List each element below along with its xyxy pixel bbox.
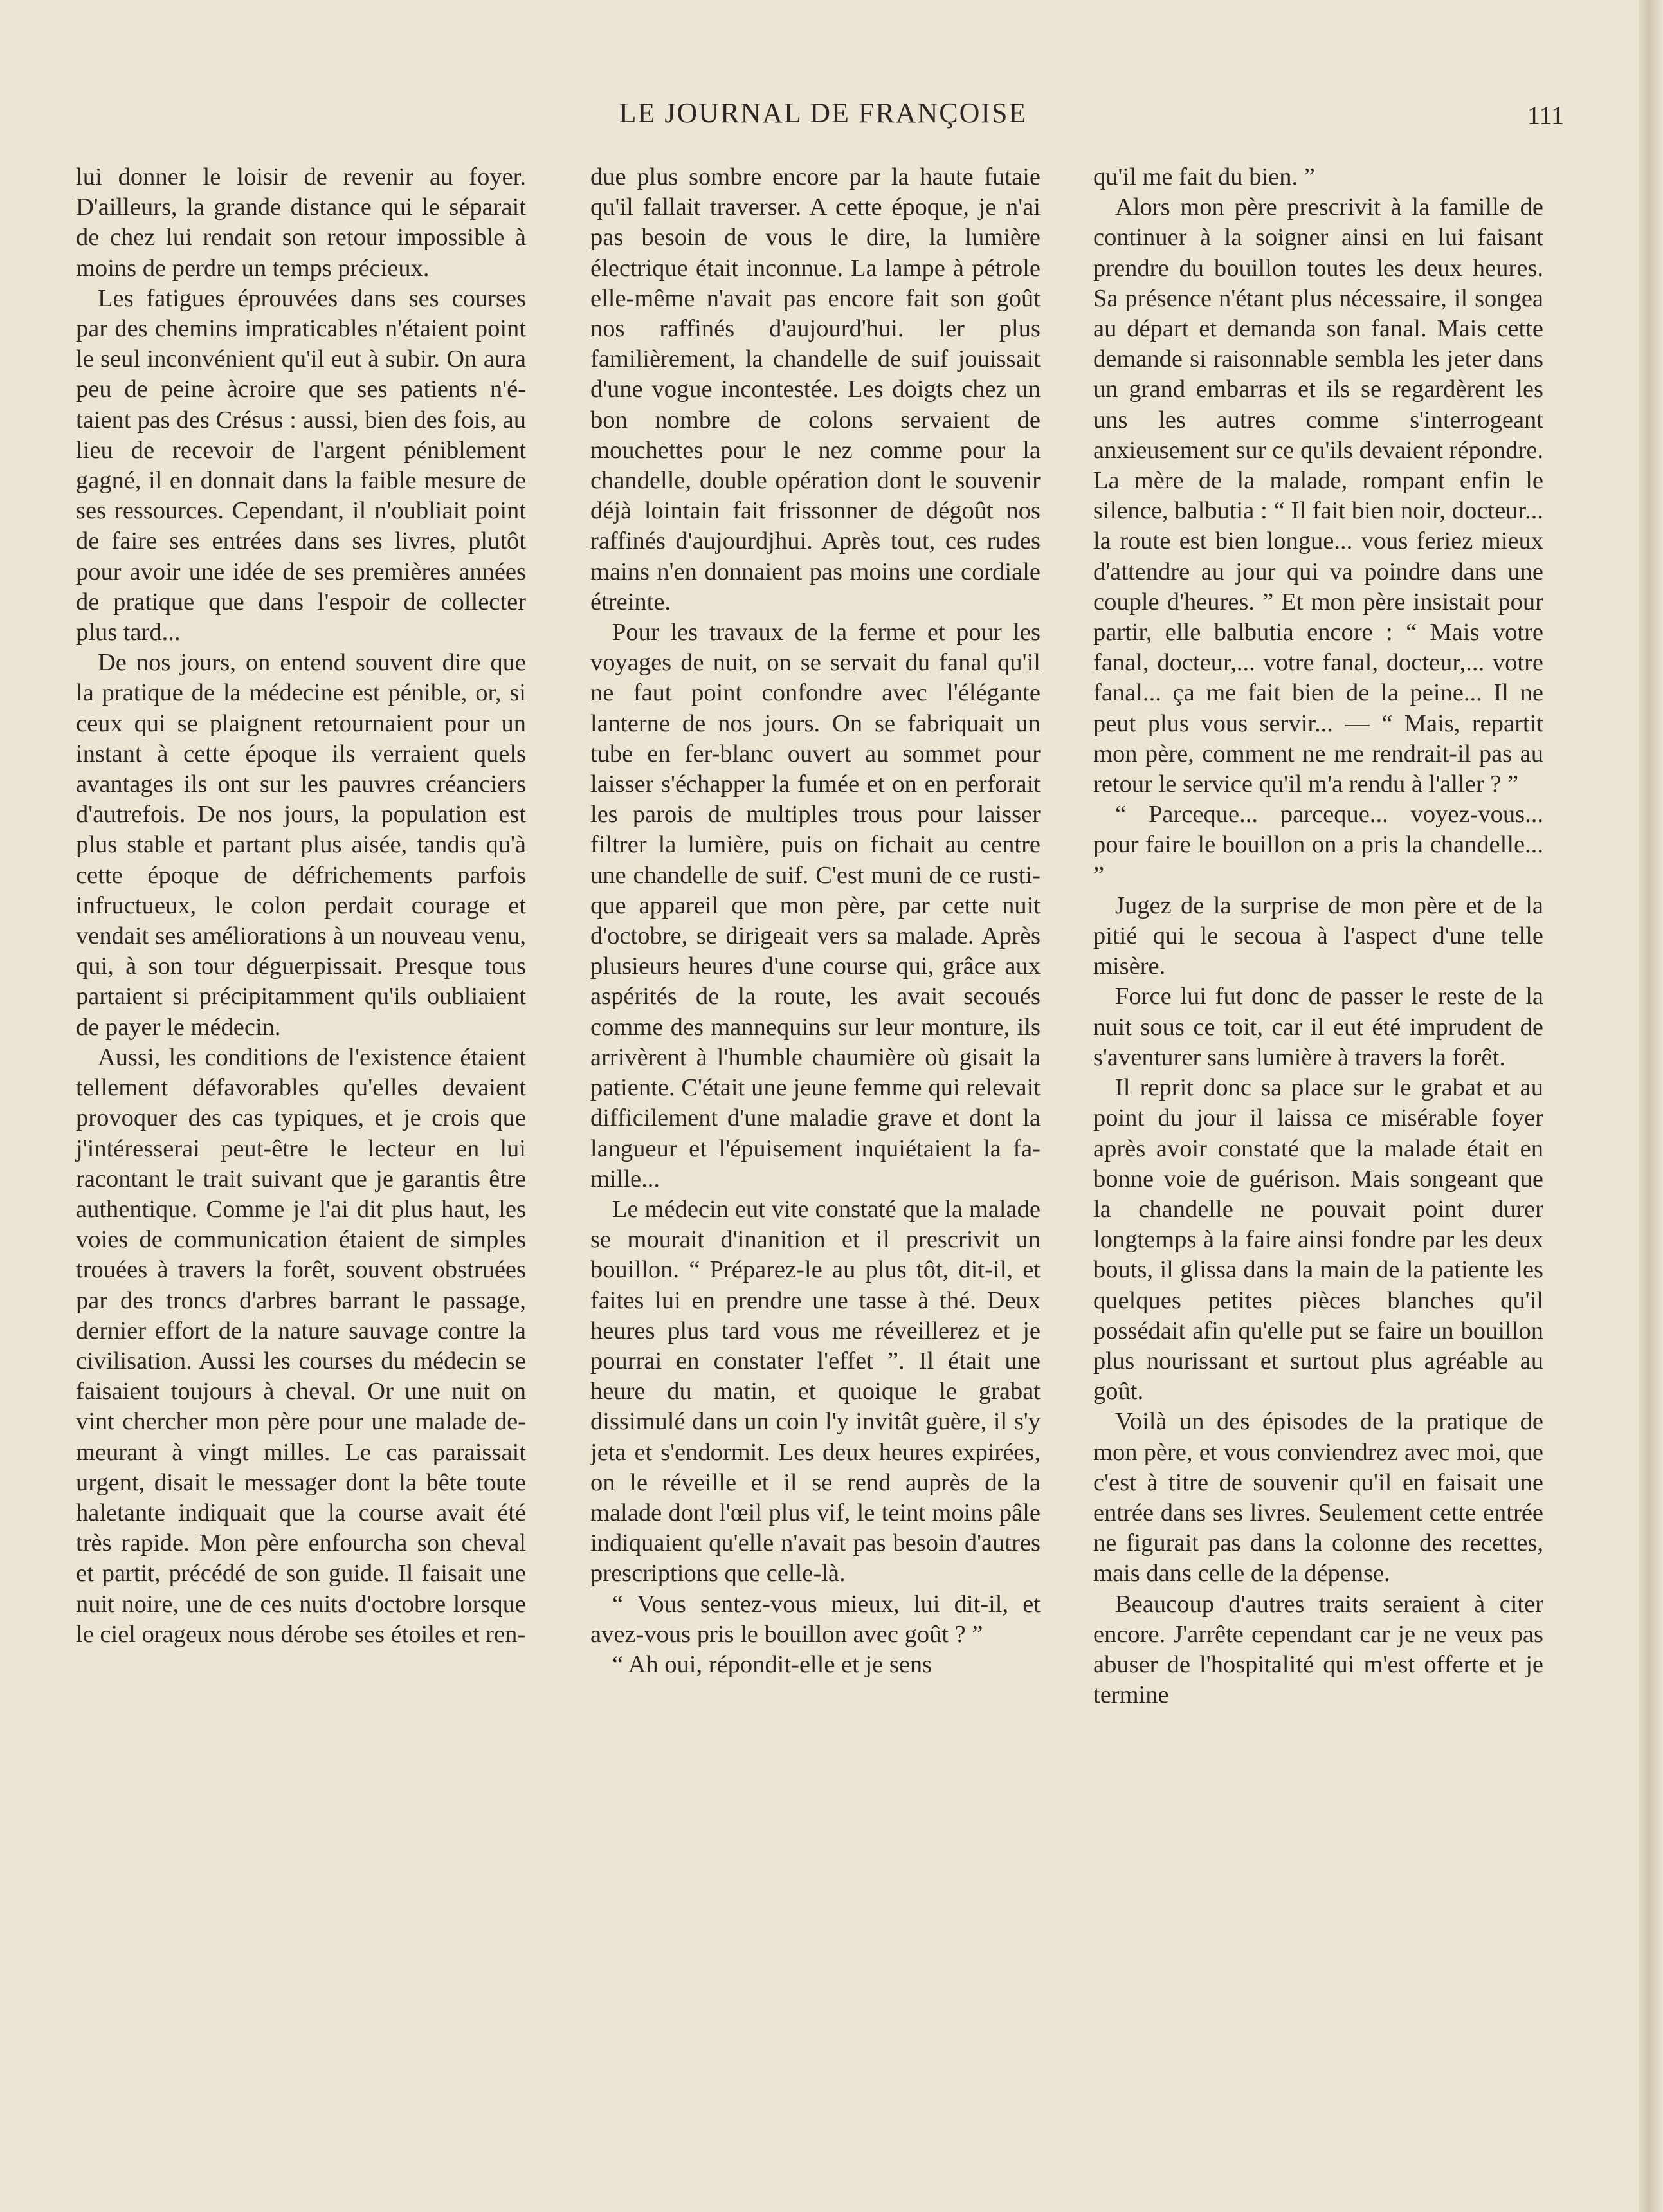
paragraph: “ Parceque... parceque... voyez-vous... pour faire le bouillon on a pris la chandelle... ” — [1093, 801, 1543, 889]
paragraph: Il reprit donc sa place sur le grabat et au point du jour il laissa ce misérable foyer après avoir constaté que la malade était en bonne voie de guérison. Mais songeant que la chandelle ne pouvait point durer longtemps à la faire ainsi fondre par les deux bouts, il glissa dans la main de la patiente les quelques petites pièces blanches qu'il possédait afin qu'elle put se faire un bouillon plus nourissant et surtout plus agréable au goût. — [1093, 1074, 1543, 1405]
paragraph: due plus sombre encore par la haute futaie qu'il fallait traverser. A cette époque, je n'ai pas besoin de vous le dire, la lumière électrique était inconnue. La lampe à pétrole elle-même n'avait pas encore fait son goût nos raffinés d'aujourd'hui. ler plus familièrement, la chandelle de suif jouissait d'une vogue incontestée. Les doigts chez un bon nombre de colons servaient de mouchettes pour le nez comme pour la chandelle, double opération dont le souvenir déjà lointain fait frissonner de dégoût nos raffinés d'aujourdjhui. Après tout, ces rudes mains n'en donnaient pas moins une cordiale étreinte. — [590, 163, 1041, 616]
paragraph: lui donner le loisir de revenir au foyer. D'ailleurs, la grande distance qui le séparait de chez lui rendait son retour impossible à moins de perdre un temps précieux. — [76, 163, 526, 282]
paragraph: “ Ah oui, répondit-elle et je sens — [612, 1650, 932, 1678]
paragraph: qu'il me fait du bien. ” — [1093, 163, 1315, 190]
paragraph: “ Vous sentez-vous mieux, lui dit-il, et avez-vous pris le bouillon avec goût ? ” — [590, 1590, 1041, 1648]
journal-title: LE JOURNAL DE FRANÇOISE — [619, 97, 1028, 129]
paragraph: Le médecin eut vite constaté que la malade se mourait d'inanition et il prescrivit un bouillon. “ Préparez-le au plus tôt, dit-il, et faites lui en prendre une tasse à thé. Deux heures plus tard vous me réveillerez et je pourrai en constater l'effet ”. Il était une heure du matin, et quoique le grabat dissimulé dans un coin l'y invitât guère, il s'y jeta et s'endormit. Les deux heures expirées, on le réveille et il se rend auprès de la malade dont l'œil plus vif, le teint moins pâle indiquaient qu'elle n'avait pas besoin d'autres prescriptions que celle-là. — [590, 1195, 1041, 1587]
paragraph: Alors mon père prescrivit à la famille de continuer à la soigner ainsi en lui faisant prendre du bouillon toutes les deux heures. Sa présence n'étant plus nécessaire, il songea au départ et demanda son fanal. Mais cette demande si raisonnable sembla les jeter dans un grand embarras et ils se regardèrent les uns les autres comme s'interrogeant anxieusement sur ce qu'ils devaient répondre. La mère de la malade, rompant enfin le silence, balbutia : “ Il fait bien noir, docteur... la route est bien longue... vous feriez mieux d'attendre au jour qui va poindre dans une couple d'heures. ” Et mon père insistait pour partir, elle balbutia encore : “ Mais votre fanal, docteur,... votre fanal, docteur,... votre fanal... ça me fait bien de la peine... Il ne peut plus vous servir... — “ Mais, repartit mon père, comment ne me rendrait-il pas au retour le service qu'il m'a rendu à l'aller ? ” — [1093, 194, 1543, 798]
paragraph: Voilà un des épisodes de la pratique de mon père, et vous conviendrez avec moi, que c'est à titre de souvenir qu'il en faisait une entrée dans ses livres. Seulement cette entrée ne figurait pas dans la colonne des recettes, mais dans celle de la dépense. — [1093, 1408, 1543, 1587]
paragraph: Jugez de la surprise de mon père et de la pitié qui le secoua à l'aspect d'une telle misère. — [1093, 891, 1543, 980]
paragraph: Beaucoup d'autres traits seraient à citer encore. J'arrête cependant car je ne veux pas abuser de l'hospitalité qui m'est offerte et je termine — [1093, 1590, 1543, 1709]
paragraph: De nos jours, on entend souvent dire que la pratique de la médecine est pénible, or, si ceux qui se plaignent retournaient pour un instant à cette époque ils verraient quels avantages ils ont sur les pauvres créanciers d'autrefois. De nos jours, la population est plus stable et partant plus aisée, tandis qu'à cette époque de défrichements parfois infructueux, le colon perdait courage et vendait ses améliorations à un nouveau venu, qui, à son tour déguerpissait. Presque tous partaient si précipitamment qu'ils oubliaient de payer le médecin. — [76, 649, 526, 1041]
page-number: 111 — [1527, 101, 1565, 130]
text-column-3 — [1093, 162, 1543, 1710]
text-column-2 — [590, 162, 1041, 1680]
text-column-1 — [76, 162, 526, 1650]
running-header — [0, 96, 1663, 135]
page-edge — [1639, 0, 1663, 2212]
paragraph: Pour les travaux de la ferme et pour les voyages de nuit, on se servait du fanal qu'il ne faut point confondre avec l'élégante lanterne de nos jours. On se fabriquait un tube en fer-blanc ouvert au sommet pour laisser s'échapper la fumée et on en perforait les parois de multiples trous pour laisser filtrer la lumière, puis on fichait au centre une chandelle de suif. C'est muni de ce rustique appareil que mon père, par cette nuit d'octobre, se dirigeait vers sa malade. Après plusieurs heures d'une course qui, grâce aux aspérités de la route, les avait secoués comme des mannequins sur leur monture, ils arrivèrent à l'humble chaumière où gisait la patiente. C'était une jeune femme qui relevait difficilement d'une maladie grave et dont la langueur et l'épuisement inquiétaient la famille... — [590, 619, 1041, 1193]
paragraph: Aussi, les conditions de l'existence étaient tellement défavorables qu'elles devaient provoquer des cas typiques, et je crois que j'intéresserai peut-être le lecteur en lui racontant le trait suivant que je garantis être authentique. Comme je l'ai dit plus haut, les voies de communication étaient de simples trouées à travers la forêt, souvent obstruées par des troncs d'arbres barrant le passage, dernier effort de la nature sauvage contre la civilisation. Aussi les courses du médecin se faisaient toujours à cheval. Or une nuit on vint chercher mon père pour une malade demeurant à vingt milles. Le cas paraissait urgent, disait le messager dont la bête toute haletante indiquait que la course avait été très rapide. Mon père enfourcha son cheval et partit, précédé de son guide. Il faisait une nuit noire, une de ces nuits d'octobre lorsque le ciel orageux nous dérobe ses étoiles et ren- — [76, 1043, 526, 1648]
paragraph: Les fatigues éprouvées dans ses courses par des chemins impraticables n'étaient point le seul inconvénient qu'il eut à subir. On aura peu de peine àcroire que ses patients n'étaient pas des Crésus : aussi, bien des fois, au lieu de recevoir de l'argent péniblement gagné, il en donnait dans la faible mesure de ses ressources. Cependant, il n'oubliait point de faire ses entrées dans ses livres, plutôt pour avoir une idée de ses premières années de pratique que dans l'espoir de collecter plus tard... — [76, 284, 526, 646]
paragraph: Force lui fut donc de passer le reste de la nuit sous ce toit, car il eut été imprudent de s'aventurer sans lumière à travers la forêt. — [1093, 983, 1543, 1071]
